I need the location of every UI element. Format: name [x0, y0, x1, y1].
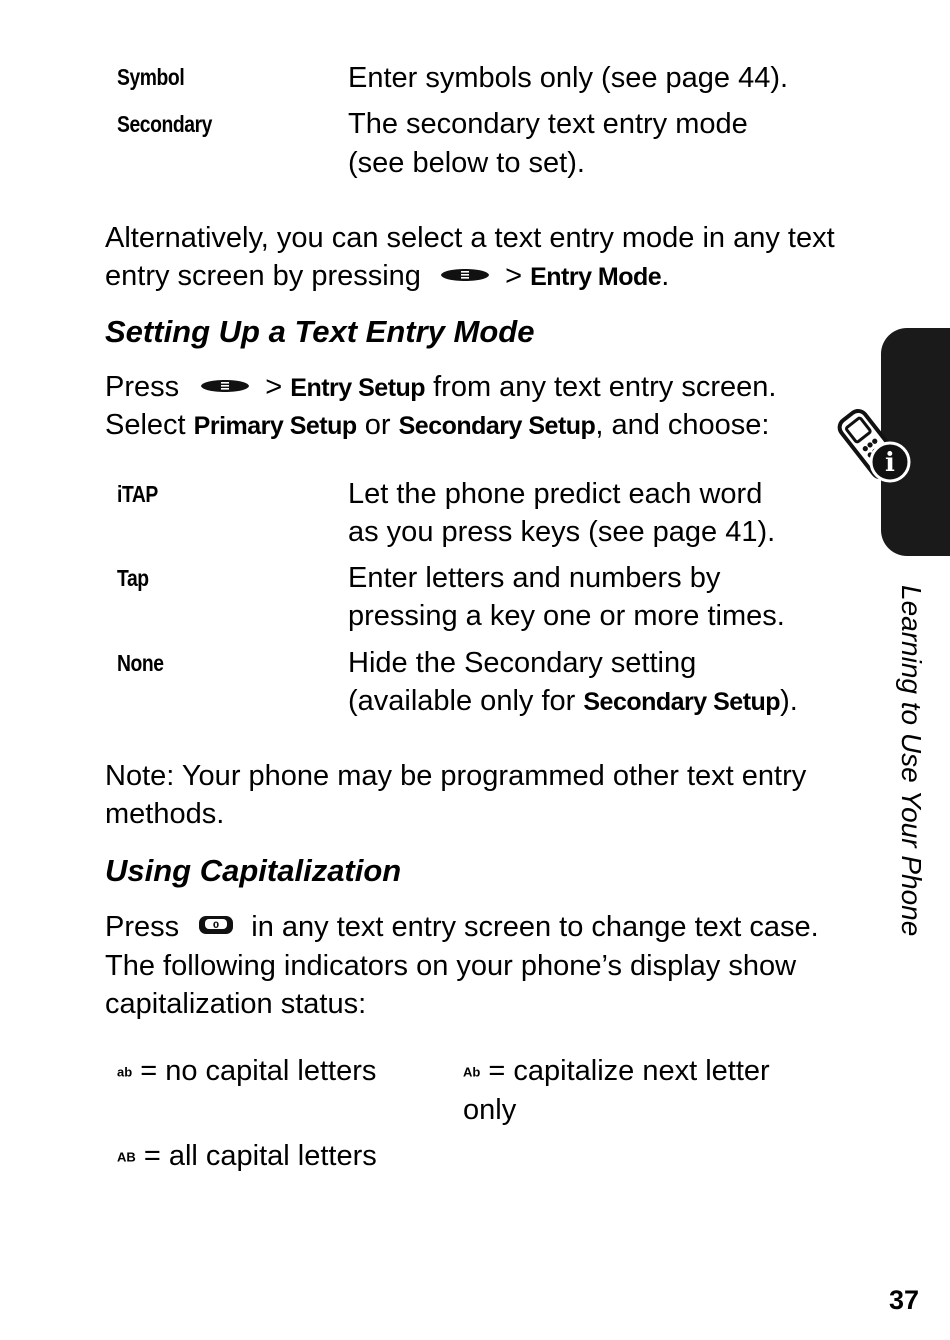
indicator-uppercase — [117, 1137, 377, 1176]
primary-setup-term: Primary Setup — [193, 412, 357, 440]
note-line1 — [105, 757, 806, 795]
or-word: or — [364, 409, 391, 441]
section2-line3: capitalization status: — [105, 988, 367, 1020]
indicator-capitalize-next-text: = capitalize next letter — [488, 1055, 770, 1087]
choose-text: , and choose: — [595, 409, 770, 441]
desc-none-line2 — [348, 682, 798, 721]
section-heading-capitalization: Using Capitalization — [105, 853, 402, 888]
entry-mode-term: Entry Mode — [530, 263, 662, 291]
section-heading-text-entry: Setting Up a Text Entry Mode — [105, 314, 535, 349]
indicator-uppercase-text: = all capital letters — [143, 1140, 377, 1172]
term-symbol: Symbol — [117, 64, 185, 90]
term-none: None — [117, 650, 164, 676]
press-word: Press — [105, 371, 180, 403]
desc-tap-line2: pressing a key one or more times. — [348, 600, 785, 632]
desc-itap-line1: Let the phone predict each word — [348, 478, 763, 510]
svg-text:i: i — [885, 448, 895, 478]
alt-para-line1: Alternatively, you can select a text entry mode in any text — [105, 222, 835, 254]
note-label: Note: — [105, 760, 175, 792]
note-line2: methods. — [105, 798, 225, 830]
desc-tap-line1: Enter letters and numbers by — [348, 562, 721, 594]
secondary-setup-term-2: Secondary Setup — [583, 688, 781, 716]
section2-line1 — [105, 908, 819, 947]
alt-para-period: . — [661, 260, 670, 292]
desc-symbol: Enter symbols only (see page 44). — [348, 62, 789, 94]
desc-itap-line2: as you press keys (see page 41). — [348, 516, 776, 548]
indicator-lowercase — [117, 1052, 376, 1091]
alt-para-line2 — [105, 257, 669, 296]
page-number: 37 — [889, 1285, 920, 1315]
indicator-lowercase-text: = no capital letters — [140, 1055, 377, 1087]
zero-key-icon — [197, 909, 235, 947]
alt-para-text: entry screen by pressing — [105, 260, 421, 292]
uppercase-indicator-icon: AB — [117, 1149, 136, 1165]
desc-none-pre: (available only for — [348, 685, 576, 717]
svg-text:0: 0 — [213, 921, 220, 932]
indicator-capitalize-next — [463, 1052, 770, 1091]
select-word: Select — [105, 409, 186, 441]
section1-gt: > — [265, 371, 283, 403]
menu-key-icon — [199, 369, 251, 407]
indicator-capitalize-next-line2: only — [463, 1094, 517, 1126]
lowercase-indicator-icon: ab — [117, 1064, 133, 1080]
section1-line1 — [105, 368, 776, 407]
desc-none-line1: Hide the Secondary setting — [348, 647, 697, 679]
term-tap: Tap — [117, 565, 149, 591]
capitalize-next-indicator-icon: Ab — [463, 1064, 481, 1080]
secondary-setup-term: Secondary Setup — [398, 412, 596, 440]
section1-after-setup: from any text entry screen. — [433, 371, 777, 403]
press-word-2: Press — [105, 911, 180, 943]
term-secondary: Secondary — [117, 111, 213, 137]
sidebar-section-title: Learning to Use Your Phone — [896, 585, 927, 937]
section1-line2 — [105, 406, 769, 445]
phone-info-icon — [828, 402, 918, 495]
section2-line2: The following indicators on your phone’s display show — [105, 950, 797, 982]
entry-setup-term: Entry Setup — [290, 374, 426, 402]
desc-secondary-line2: (see below to set). — [348, 147, 585, 179]
note-text: Your phone may be programmed other text entry — [181, 760, 807, 792]
menu-key-icon — [439, 258, 491, 296]
desc-secondary-line1: The secondary text entry mode — [348, 108, 748, 140]
section2-line1-text: in any text entry screen to change text case. — [251, 911, 819, 943]
alt-para-gt: > — [505, 260, 522, 292]
desc-none-post: ). — [780, 685, 798, 717]
term-itap: iTAP — [117, 481, 158, 507]
